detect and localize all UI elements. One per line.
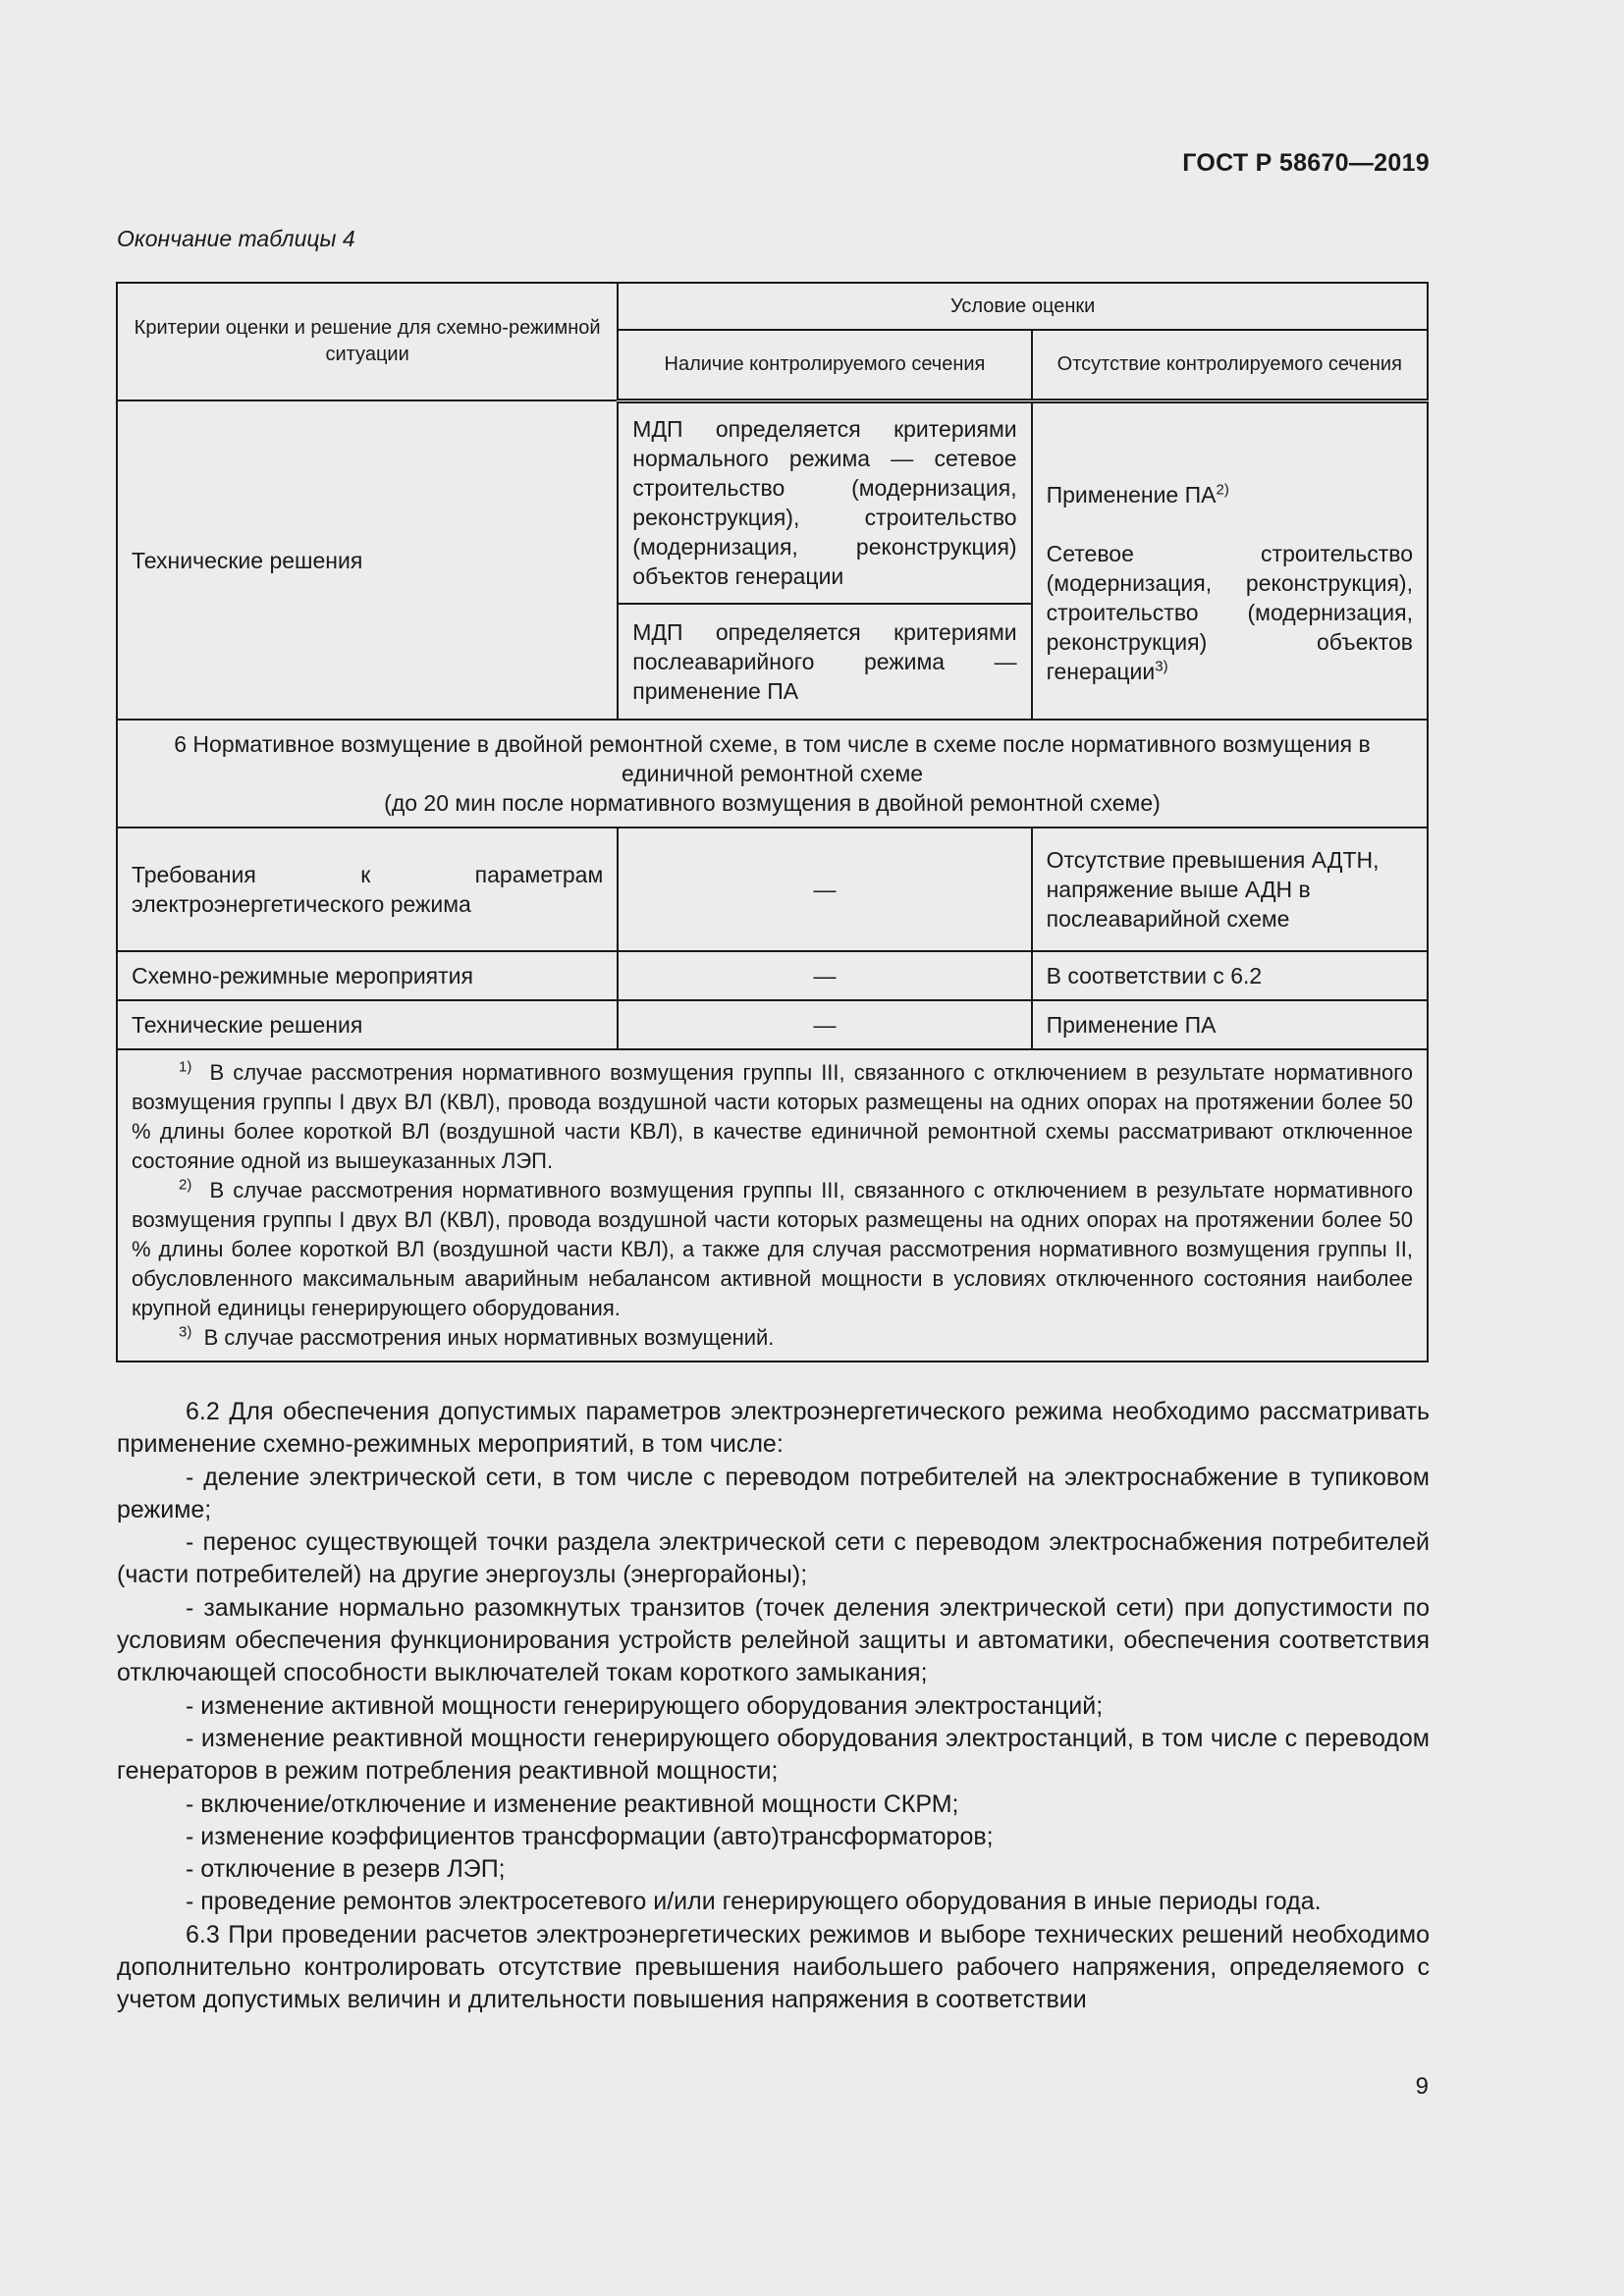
tech-construction-text: Сетевое строительство (модернизация, реконструкция), строительство (модернизация, реконструкция) объектов генерации$^{3)}$ xyxy=(1046,540,1413,684)
footnote-ref-3: 3) xyxy=(1155,657,1168,674)
condition-group-header: Условие оценки xyxy=(618,283,1428,330)
footnote-3: $^{3)}$ В случае рассмотрения иных нормативных возмущений. xyxy=(179,1323,775,1350)
row-label: Схемно-режимные мероприятия xyxy=(117,951,618,1000)
tech-pa-text: Применение ПА$^{2)}$ xyxy=(1046,480,1229,507)
table-row xyxy=(117,1000,1428,1049)
list-item: - перенос существующей точки раздела электрической сети с переводом электроснабжения потребителей (части потребителей) на другие энергоузлы (энергорайоны); xyxy=(117,1528,1430,1589)
col-with-section-header: Наличие контролируемого сечения xyxy=(618,330,1031,400)
table-footnotes xyxy=(117,1049,1428,1362)
table-row xyxy=(117,951,1428,1000)
col-without-section-header: Отсутствие контролируемого сечения xyxy=(1032,330,1428,400)
row-with-section: — xyxy=(618,828,1031,951)
footnote-2: $^{2)}$ В случае рассмотрения нормативного возмущения группы III, связанного с отключением в результате нормативного возмущения группы I двух ВЛ (КВЛ), провода воздушной части которых размещены на одних опорах на протяжении более 50 % длины более короткой ВЛ (воздушной части КВЛ), а также для случая рассмотрения нормативного возмущения группы II, обусловленного максимальным аварийным небалансом активной мощности в условиях отключенного состояния наиболее крупной единицы генерирующего оборудования. xyxy=(132,1176,1413,1320)
section-6-heading: 6 Нормативное возмущение в двойной ремонтной схеме, в том числе в схеме после нормативного возмущения в единичной ремонтной схеме (до 20 мин после нормативного возмущения в двойной ремонтной схеме) xyxy=(117,720,1428,828)
tech-solution-postemergency: МДП определяется критериями послеаварийного режима — применение ПА xyxy=(618,604,1031,720)
list-item: - отключение в резерв ЛЭП; xyxy=(186,1855,506,1884)
tech-solution-normal: МДП определяется критериями нормального режима — сетевое строительство (модернизация, реконструкция), строительство (модернизация, реконструкция) объектов генерации xyxy=(618,400,1031,604)
row-without-section: Применение ПА xyxy=(1032,1000,1428,1049)
col-criteria-header: Критерии оценки и решение для схемно-режимной ситуации xyxy=(117,283,618,400)
list-item: - изменение коэффициентов трансформации (авто)трансформаторов; xyxy=(186,1822,994,1850)
row-without-section: Отсутствие превышения АДТН, напряжение выше АДН в послеаварийной схеме xyxy=(1032,828,1428,951)
table-4 xyxy=(116,282,1429,1362)
tech-solution-no-section xyxy=(1032,400,1428,720)
list-item: - деление электрической сети, в том числе с переводом потребителей на электроснабжение в тупиковом режиме; xyxy=(117,1463,1430,1523)
row-label: Требования к параметрам электроэнергетического режима xyxy=(117,828,618,951)
footnote-ref-2: 2) xyxy=(1216,480,1229,498)
body-text xyxy=(117,1396,1430,2017)
row-label: Технические решения xyxy=(117,1000,618,1049)
row-without-section: В соответствии с 6.2 xyxy=(1032,951,1428,1000)
tech-solutions-label: Технические решения xyxy=(117,400,618,720)
row-with-section: — xyxy=(618,951,1031,1000)
row-with-section: — xyxy=(618,1000,1031,1049)
paragraph-6-2: 6.2 Для обеспечения допустимых параметров электроэнергетического режима необходимо рассматривать применение схемно-режимных мероприятий, в том числе: xyxy=(117,1398,1430,1459)
paragraph-6-3: 6.3 При проведении расчетов электроэнергетических режимов и выборе технических решений необходимо дополнительно контролировать отсутствие превышения наибольшего рабочего напряжения, определяемого с учетом допустимых величин и длительности повышения напряжения в соответствии xyxy=(117,1920,1430,2014)
list-item: - замыкание нормально разомкнутых транзитов (точек деления электрической сети) при допустимости по условиям обеспечения функционирования устройств релейной защиты и автоматики, обеспечения соответствия отключающей способности выключателей токам короткого замыкания; xyxy=(117,1593,1430,1687)
footnote-1: $^{1)}$ В случае рассмотрения нормативного возмущения группы III, связанного с отключением в результате нормативного возмущения группы I двух ВЛ (КВЛ), провода воздушной части которых размещены на одних опорах на протяжении более 50 % длины более короткой ВЛ (воздушной части КВЛ), в качестве единичной ремонтной схемы рассматривают отключенное состояние одной из вышеуказанных ЛЭП. xyxy=(132,1058,1413,1173)
page-number: 9 xyxy=(1415,2073,1429,2100)
list-item: - изменение активной мощности генерирующего оборудования электростанций; xyxy=(186,1691,1104,1720)
list-item: - изменение реактивной мощности генерирующего оборудования электростанций, в том числе с переводом генераторов в режим потребления реактивной мощности; xyxy=(117,1724,1430,1786)
table-row xyxy=(117,828,1428,951)
table-caption: Окончание таблицы 4 xyxy=(117,226,355,251)
document-id: ГОСТ Р 58670—2019 xyxy=(1182,149,1430,177)
list-item: - включение/отключение и изменение реактивной мощности СКРМ; xyxy=(186,1789,959,1818)
list-item: - проведение ремонтов электросетевого и/или генерирующего оборудования в иные периоды года. xyxy=(186,1888,1322,1916)
